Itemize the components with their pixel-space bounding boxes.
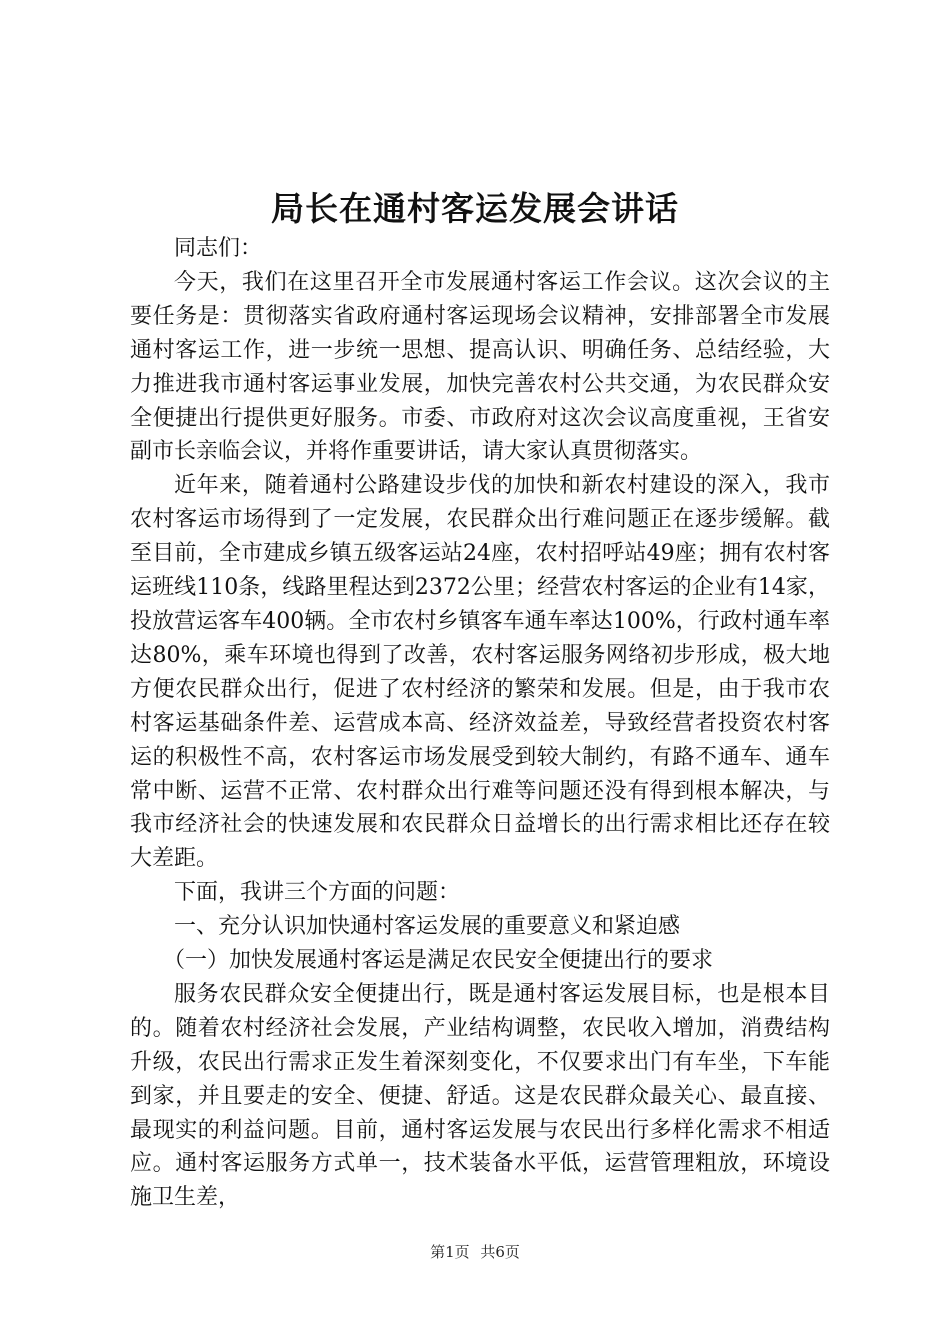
section-heading: 一、充分认识加快通村客运发展的重要意义和紧迫感 [174,914,681,940]
paragraph: 下面，我讲三个方面的问题： [174,880,461,906]
page-footer [0,1242,950,1262]
subsection-heading: （一）加快发展通村客运是满足农民安全便捷出行的要求 [163,948,714,974]
paragraph: 服务农民群众安全便捷出行，既是通村客运发展目标，也是根本目的。随着农村经济社会发展，产业结构调整，农民收入增加，消费结构升级，农民出行需求正发生着深刻变化，不仅要求出门有车坐，下车能到家，并且要走的安全、便捷、舒适。这是农民群众最关心、最直接、最现实的利益问题。目前，通村客运发展与农民出行多样化需求不相适应。通村客运服务方式单一，技术装备水平低，运营管理粗放，环境设施卫生差， [130,981,830,1211]
page-number: 第1页 [430,1243,470,1261]
document-body [130,232,830,1215]
paragraph: 近年来，随着通村公路建设步伐的加快和新农村建设的深入，我市农村客运市场得到了一定发展，农民群众出行难问题正在逐步缓解。截至目前，全市建成乡镇五级客运站24座，农村招呼站49座；拥有农村客运班线110条，线路里程达到2372公里；经营农村客运的企业有14家，投放营运客车400辆。全市农村乡镇客车通车率达100%，行政村通车率达80%，乘车环境也得到了改善，农村客运服务网络初步形成，极大地方便农民群众出行，促进了农村经济的繁荣和发展。但是，由于我市农村客运基础条件差、运营成本高、经济效益差，导致经营者投资农村客运的积极性不高，农村客运市场发展受到较大制约，有路不通车、通车常中断、运营不正常、农村群众出行难等问题还没有得到根本解决，与我市经济社会的快速发展和农民群众日益增长的出行需求相比还存在较大差距。 [130,473,830,872]
paragraph: 今天，我们在这里召开全市发展通村客运工作会议。这次会议的主要任务是：贯彻落实省政府通村客运现场会议精神，安排部署全市发展通村客运工作，进一步统一思想、提高认识、明确任务、总结经验，大力推进我市通村客运事业发展，加快完善农村公共交通，为农民群众安全便捷出行提供更好服务。市委、市政府对这次会议高度重视，王省安副市长亲临会议，并将作重要讲话，请大家认真贯彻落实。 [130,269,830,465]
page-total: 共6页 [480,1243,520,1261]
page-title: 局长在通村客运发展会讲话 [271,189,679,228]
salutation: 同志们： [174,236,263,261]
